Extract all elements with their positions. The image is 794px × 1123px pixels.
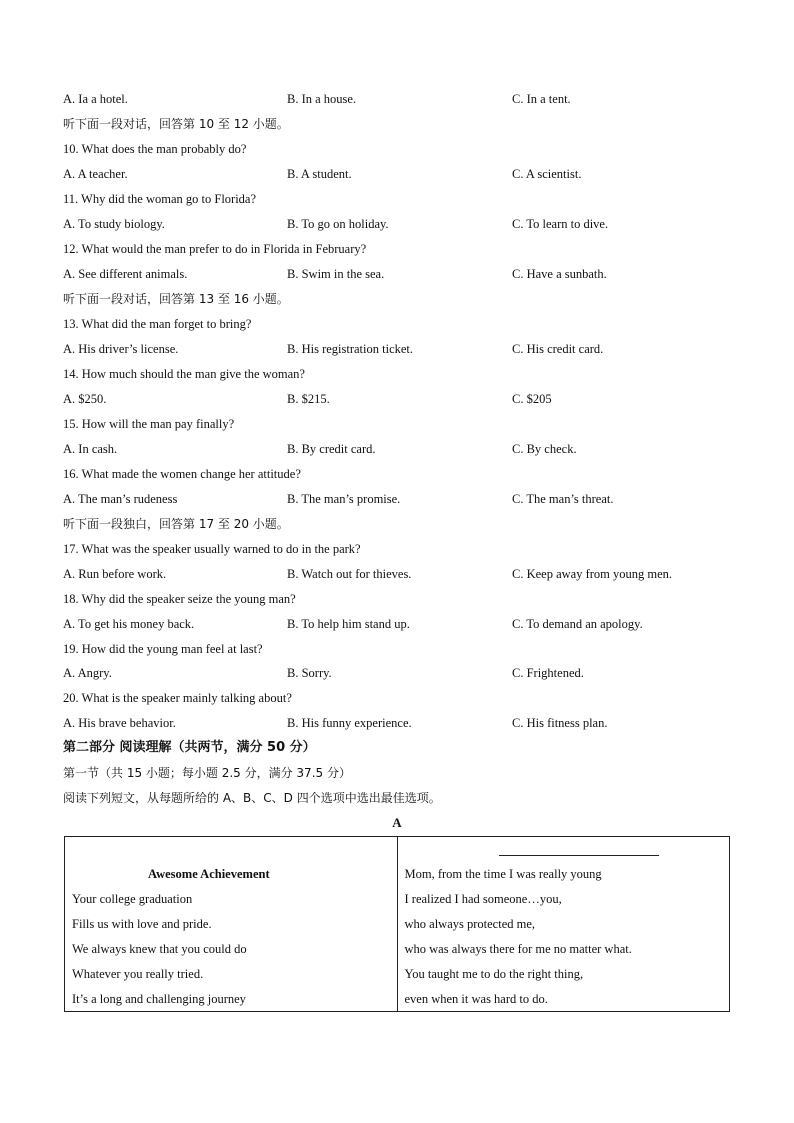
q17-option-c: C. Keep away from young men. bbox=[512, 567, 673, 581]
q15-option-b: B. By credit card. bbox=[287, 442, 376, 456]
q19-option-c: C. Frightened. bbox=[512, 666, 584, 680]
poem-left-line: Fills us with love and pride. bbox=[72, 917, 212, 931]
poem-right-line: who always protected me, bbox=[404, 917, 536, 931]
poem-table bbox=[64, 836, 730, 1012]
poem-left-line: It’s a long and challenging journey bbox=[72, 992, 246, 1006]
poem-left-line: Whatever you really tried. bbox=[72, 967, 204, 981]
q18-option-a: A. To get his money back. bbox=[63, 617, 195, 631]
instruction-13-16: 听下面一段对话，回答第 13 至 16 小题。 bbox=[63, 292, 289, 306]
question-12: 12. What would the man prefer to do in Florida in February? bbox=[63, 242, 367, 256]
instruction-17-20: 听下面一段独白，回答第 17 至 20 小题。 bbox=[63, 517, 289, 531]
q13-option-b: B. His registration ticket. bbox=[287, 342, 414, 356]
q17-option-a: A. Run before work. bbox=[63, 567, 167, 581]
poem-left-cell bbox=[65, 837, 398, 1012]
q13-option-c: C. His credit card. bbox=[512, 342, 604, 356]
q19-option-a: A. Angry. bbox=[63, 666, 112, 680]
q16-option-b: B. The man’s promise. bbox=[287, 492, 401, 506]
q9-option-a: A. Ia a hotel. bbox=[63, 92, 128, 106]
question-15: 15. How will the man pay finally? bbox=[63, 417, 235, 431]
q20-option-c: C. His fitness plan. bbox=[512, 716, 608, 730]
question-10: 10. What does the man probably do? bbox=[63, 142, 247, 156]
reading-instruction: 阅读下列短文，从每题所给的 A、B、C、D 四个选项中选出最佳选项。 bbox=[63, 791, 441, 805]
poem-left-line: Your college graduation bbox=[72, 892, 193, 906]
q10-option-b: B. A student. bbox=[287, 167, 352, 181]
passage-label: A bbox=[392, 815, 402, 830]
poem-right-cell bbox=[397, 837, 730, 1012]
q14-option-a: A. $250. bbox=[63, 392, 107, 406]
q11-option-b: B. To go on holiday. bbox=[287, 217, 389, 231]
poem-right-line: Mom, from the time I was really young bbox=[404, 867, 602, 881]
q9-option-c: C. In a tent. bbox=[512, 92, 571, 106]
q10-option-c: C. A scientist. bbox=[512, 167, 582, 181]
q12-option-a: A. See different animals. bbox=[63, 267, 188, 281]
q9-option-b: B. In a house. bbox=[287, 92, 357, 106]
q20-option-b: B. His funny experience. bbox=[287, 716, 412, 730]
q15-option-c: C. By check. bbox=[512, 442, 577, 456]
q17-option-b: B. Watch out for thieves. bbox=[287, 567, 412, 581]
q18-option-b: B. To help him stand up. bbox=[287, 617, 410, 631]
question-20: 20. What is the speaker mainly talking about? bbox=[63, 691, 292, 705]
q16-option-a: A. The man’s rudeness bbox=[63, 492, 178, 506]
question-16: 16. What made the women change her attitude? bbox=[63, 467, 301, 481]
q16-option-c: C. The man’s threat. bbox=[512, 492, 614, 506]
question-11: 11. Why did the woman go to Florida? bbox=[63, 192, 257, 206]
part-two-title: 第二部分 阅读理解（共两节，满分 50 分） bbox=[63, 740, 316, 755]
question-18: 18. Why did the speaker seize the young man? bbox=[63, 592, 296, 606]
question-14: 14. How much should the man give the woman? bbox=[63, 367, 305, 381]
poem-right-line: who was always there for me no matter what. bbox=[404, 942, 632, 956]
q13-option-a: A. His driver’s license. bbox=[63, 342, 179, 356]
q18-option-c: C. To demand an apology. bbox=[512, 617, 643, 631]
instruction-10-12: 听下面一段对话，回答第 10 至 12 小题。 bbox=[63, 117, 289, 131]
poem-right-line: I realized I had someone…you, bbox=[404, 892, 562, 906]
poem-right-line: even when it was hard to do. bbox=[404, 992, 548, 1006]
question-13: 13. What did the man forget to bring? bbox=[63, 317, 252, 331]
section-one-title: 第一节（共 15 小题；每小题 2.5 分，满分 37.5 分） bbox=[63, 766, 351, 780]
question-17: 17. What was the speaker usually warned to do in the park? bbox=[63, 542, 361, 556]
poem-left-line: We always knew that you could do bbox=[72, 942, 247, 956]
poem-right-line: You taught me to do the right thing, bbox=[404, 967, 584, 981]
q11-option-c: C. To learn to dive. bbox=[512, 217, 609, 231]
q14-option-c: C. $205 bbox=[512, 392, 552, 406]
q12-option-b: B. Swim in the sea. bbox=[287, 267, 385, 281]
title-blank-line bbox=[499, 855, 659, 856]
q12-option-c: C. Have a sunbath. bbox=[512, 267, 607, 281]
question-19: 19. How did the young man feel at last? bbox=[63, 642, 263, 656]
poem-left-title: Awesome Achievement bbox=[148, 867, 270, 881]
q15-option-a: A. In cash. bbox=[63, 442, 118, 456]
q19-option-b: B. Sorry. bbox=[287, 666, 332, 680]
q10-option-a: A. A teacher. bbox=[63, 167, 128, 181]
q11-option-a: A. To study biology. bbox=[63, 217, 165, 231]
q20-option-a: A. His brave behavior. bbox=[63, 716, 176, 730]
q14-option-b: B. $215. bbox=[287, 392, 330, 406]
